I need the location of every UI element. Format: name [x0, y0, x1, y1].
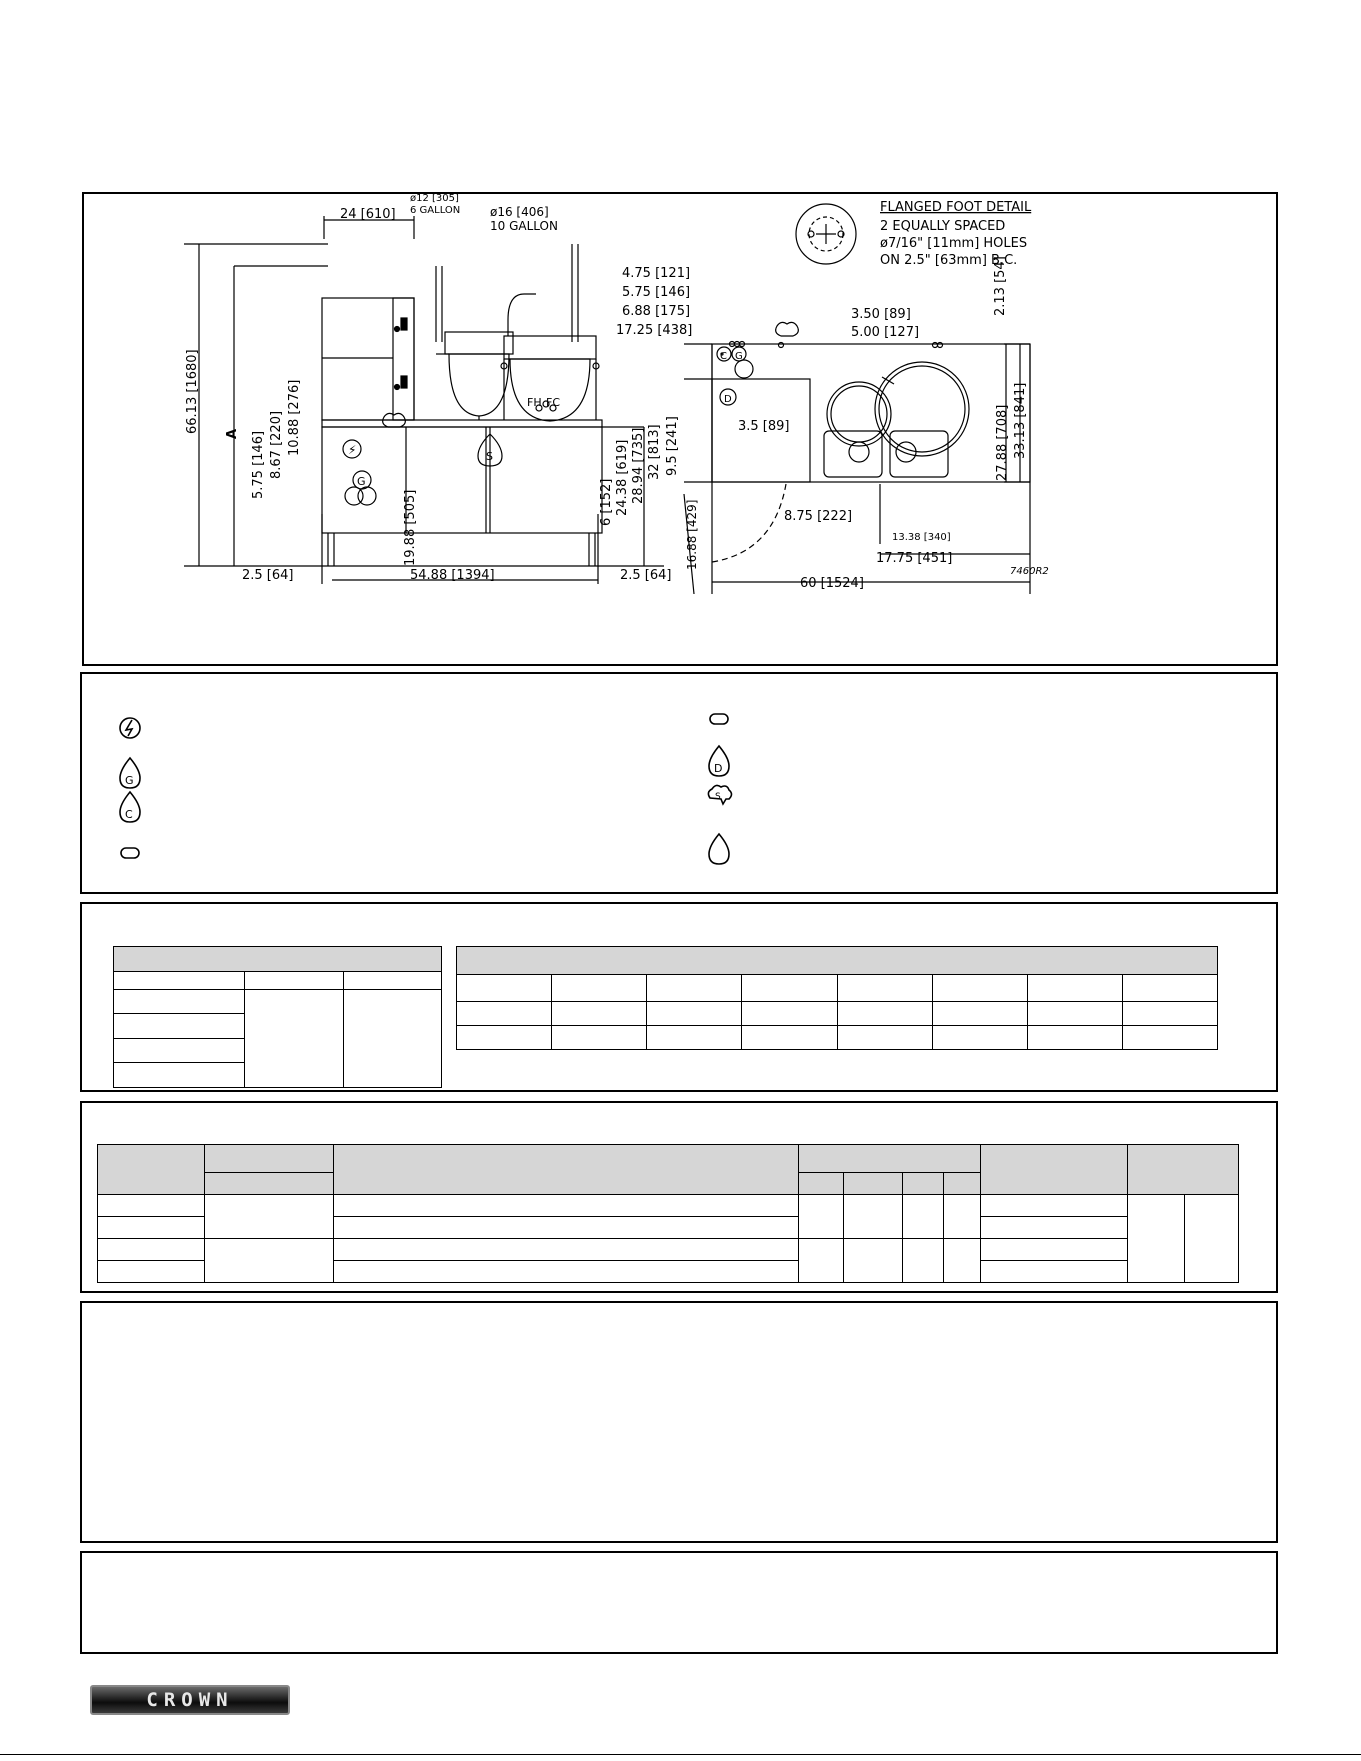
dim-688: 6.88 [175] — [622, 304, 691, 319]
dim-6gal: 6 GALLON — [410, 205, 461, 216]
dim-3313: 33.13 [841] — [1013, 382, 1028, 459]
drawing-number: 7460R2 — [1010, 566, 1049, 577]
cold-water-drop-icon — [120, 792, 140, 822]
flanged-line-3: ON 2.5" [63mm] B.C. — [880, 253, 1018, 268]
dim-66: 66.13 [1680] — [185, 349, 200, 434]
model-table-panel — [80, 1101, 1278, 1293]
dim-12: ø12 [305] — [410, 194, 459, 204]
steam-symbol-label: S — [486, 450, 493, 463]
fh-label: FH — [527, 396, 542, 409]
dim-95: 9.5 [241] — [665, 416, 680, 476]
steam-cloud-icon — [708, 785, 731, 804]
dim-500: 5.00 [127] — [851, 325, 920, 340]
dim-575: 5.75 [146] — [251, 430, 266, 499]
dim-575b: 5.75 [146] — [622, 285, 691, 300]
dim-60: 60 [1524] — [800, 576, 864, 591]
drain-icon-letter: D — [714, 762, 723, 775]
steam-icon-letter: S — [715, 792, 721, 802]
dim-35: 3.5 [89] — [738, 419, 790, 434]
dim-32: 32 [813] — [647, 424, 662, 480]
flanged-line-2: ø7/16" [11mm] HOLES — [880, 236, 1028, 251]
dim-1338: 13.38 [340] — [892, 532, 951, 543]
connection-slot-icon — [121, 848, 139, 858]
svg-text:⚡: ⚡ — [348, 443, 357, 457]
dim-1088: 10.88 [276] — [287, 379, 302, 456]
dim-6: 6 [152] — [599, 478, 614, 526]
left-spec-table — [113, 946, 442, 1088]
front-elevation — [184, 216, 664, 584]
dim-1688: 16.88 [429] — [685, 499, 699, 570]
gas-symbol-label: G — [357, 475, 366, 488]
gas-drop-icon — [120, 758, 140, 788]
water-drop-icon — [709, 834, 729, 864]
page-bottom-rule — [0, 1754, 1361, 1755]
plan-cold-label: C — [720, 351, 727, 362]
crown-logo-text: CROWN — [146, 1689, 234, 1711]
dim-350: 3.50 [89] — [851, 307, 911, 322]
dim-25-right: 2.5 [64] — [620, 568, 672, 583]
legend-icons — [82, 674, 1276, 892]
left-table-header — [114, 947, 442, 972]
dim-10gal: 10 GALLON — [490, 219, 558, 233]
drain-drop-icon — [709, 746, 729, 776]
dim-867: 8.67 [220] — [269, 410, 284, 479]
fc-label: FC — [546, 396, 561, 409]
right-spec-table — [456, 946, 1218, 1050]
legend-panel — [80, 672, 1278, 894]
drawing-panel — [82, 192, 1278, 666]
dim-213: 2.13 [54] — [993, 256, 1008, 316]
flanged-line-1: 2 EQUALLY SPACED — [880, 219, 1006, 234]
dim-5488: 54.88 [1394] — [410, 568, 495, 583]
dim-2788: 27.88 [708] — [995, 404, 1010, 481]
front-dimension-labels — [185, 194, 672, 583]
right-table-header — [457, 947, 1218, 975]
cold-icon-letter: C — [125, 808, 133, 821]
dim-16: ø16 [406] — [490, 205, 549, 219]
dim-875: 8.75 [222] — [784, 509, 853, 524]
dim-2438: 24.38 [619] — [615, 439, 630, 516]
plan-gas-label: G — [735, 351, 743, 362]
footer-panel — [80, 1551, 1278, 1654]
technical-drawing — [84, 194, 1276, 664]
electric-icon — [120, 718, 140, 738]
dim-2894: 28.94 [735] — [631, 427, 646, 504]
dim-475: 4.75 [121] — [622, 266, 691, 281]
dim-a: A — [225, 428, 240, 439]
dim-1988: 19.88 [505] — [403, 489, 418, 566]
notes-panel — [80, 1301, 1278, 1543]
plan-drain-label: D — [724, 394, 732, 405]
spec-tables-panel — [80, 902, 1278, 1092]
dim-25-left: 2.5 [64] — [242, 568, 294, 583]
flanged-foot-title: FLANGED FOOT DETAIL — [880, 200, 1032, 215]
crown-logo — [90, 1685, 290, 1715]
connection-slot-icon — [710, 714, 728, 724]
dim-24: 24 [610] — [340, 207, 396, 222]
model-table — [97, 1144, 1239, 1283]
dim-1725: 17.25 [438] — [616, 323, 693, 338]
dim-1775: 17.75 [451] — [876, 551, 953, 566]
gas-icon-letter: G — [125, 774, 134, 787]
